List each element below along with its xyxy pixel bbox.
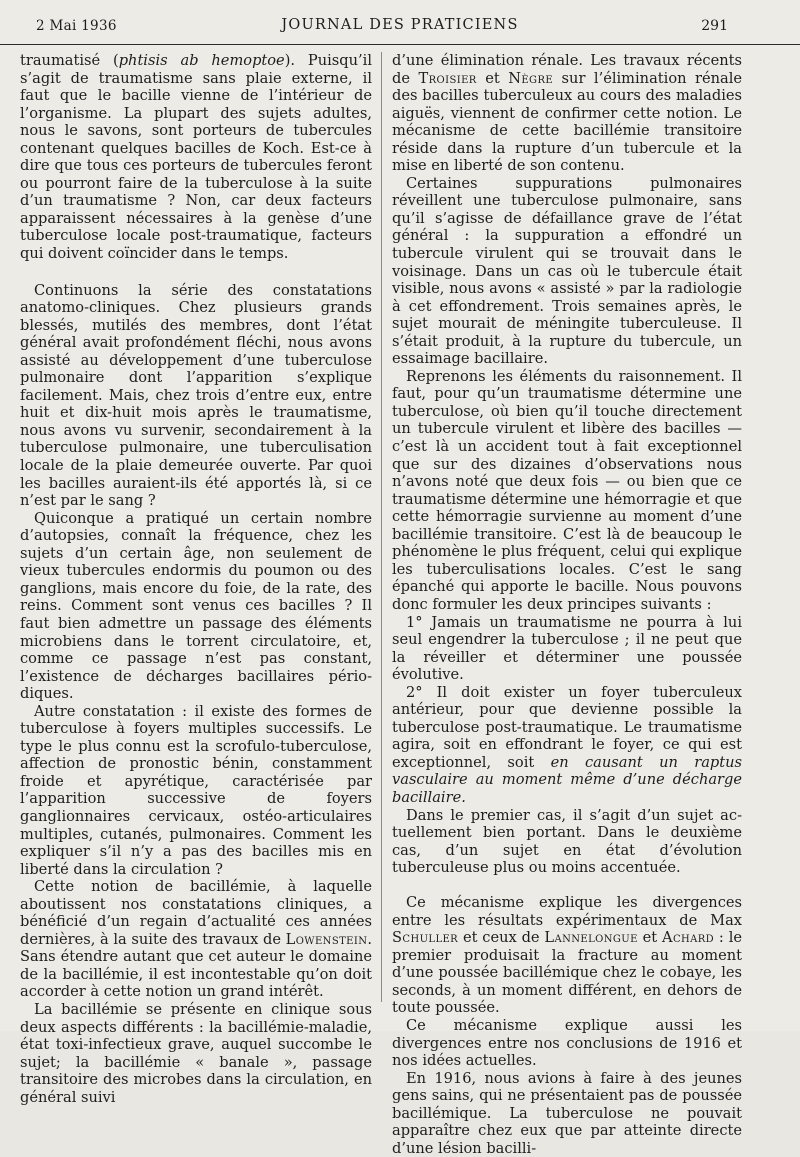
paragraph: Certaines suppurations pulmonaires réveillent une tuberculose pulmonaire, sans qu’il s’agisse de défaillance grave de l’état général : la suppuration a effondré un tubercule virulent qui se trouvait dans le voisinage. Dans un cas où le tubercule était visible, nous avons « assisté » par la radiologie à cet effondrement. Trois semaines après, le sujet mourait de méningite tuberculeuse. Il s’était produit, à la rupture du tubercule, un essaimage bacillaire. [392, 174, 742, 368]
paragraph: Ce mécanisme explique aussi les divergences entre nos conclusions de 1916 et nos idées actuelles. [392, 1017, 742, 1070]
paragraph: Continuons la série des constatations anatomo-cliniques. Chez plusieurs grands blessés, mutilés des membres, dont l’état général avait profondément fléchi, nous avons assisté au développement d’une tuberculose pulmonaire dont l’apparition s’explique facilement. Mais, chez trois d’entre eux, entre huit et dix-huit mois après le traumatisme, nous avons vu survenir, secondairement à la tuberculose pulmonaire, une tuberculisation locale de la plaie demeurée ouverte. Par quoi les bacilles auraient-ils été apportés là, si ce n’est par le sang ? [20, 281, 372, 510]
paragraph: Reprenons les éléments du raisonnement. Il faut, pour qu’un traumatisme détermine une tuberculose, où bien qu’il touche directement un tubercule virulent et libère des bacilles — c’est là un accident tout à fait exceptionnel que sur des dizaines d’observations nous n’avons noté que deux fois — ou bien que ce traumatisme détermine une hémorragie et que cette hémorragie survienne au moment d’une bacillémie transitoire. C’est là de beaucoup le phénomène le plus fréquent, celui qui explique les tuberculisations locales. C’est le sang épanché qui apporte le bacille. Nous pouvons donc formuler les deux principes suivants : [392, 367, 742, 613]
author-name: Achard [662, 929, 715, 947]
author-name: Schuller [392, 929, 459, 947]
paragraph: d’une élimination rénale. Les travaux récents de Troisier et Nègre sur l’élimination rénale des bacilles tuberculeux au cours des maladies aiguës, viennent de confirmer cette notion. Le mécanisme de cette bacillémie transitoire réside dans la rupture d’un tubercule et la mise en liberté de son contenu. [392, 52, 742, 175]
paragraph: traumatisé (phtisis ab hemoptoe). Puisqu’il s’agit de traumatisme sans plaie externe, il faut que le bacille vienne de l’intérieur de l’organisme. La plupart des sujets adultes, nous le savons, sont porteurs de tubercules contenant quelques bacilles de Koch. Est-ce à dire que tous ces porteurs de tubercules feront ou pourront faire de la tuberculose à la suite d’un traumatisme ? Non, car deux facteurs apparaissent nécessaires à la genèse d’une tuberculose locale post-traumatique, facteurs qui doivent coïncider dans le temps. [20, 52, 372, 263]
paragraph: Autre constatation : il existe des formes de tuberculose à foyers multiples successifs. Le type le plus connu est la scrofulo-tuberculose, affection de pronostic bénin, constamment froide et apyrétique, caractérisée par l’apparition successive de foyers ganglionnaires cervicaux, ostéo-articulaires multiples, cutanés, pulmonaires. Comment les expliquer s’il n’y a pas des bacilles mis en liberté dans la circulation ? [20, 702, 372, 878]
author-name: Nègre [508, 69, 554, 87]
paragraph: Ce mécanisme explique les divergences entre les résultats expérimentaux de Max Schuller et ceux de Lannelongue et Achard : le premier produisait la fracture au moment d’une poussée bacillémique chez le cobaye, les seconds, à un moment différent, en dehors de toute poussée. [392, 894, 742, 1017]
italic-emphasis: en causant un raptus vasculaire au moment même d’une décharge bacillaire. [392, 753, 743, 806]
paragraph: Cette notion de bacillémie, à laquelle aboutissent nos constatations cliniques, a bénéficié d’un regain d’actualité ces années dernières, à la suite des travaux de Lowenstein. Sans étendre autant que cet auteur le domaine de la bacillémie, il est incontestable qu’on doit accorder à cette notion un grand intérêt. [20, 878, 372, 1001]
principle-two: 2° Il doit exister un foyer tuberculeux antérieur, pour que devienne possible la tuberculose post-traumatique. Le traumatisme agira, soit en effondrant le foyer, ce qui est exceptionnel, soit en causant un raptus vasculaire au moment même d’une décharge bacillaire. [392, 683, 743, 806]
author-name: Lannelongue [544, 929, 638, 947]
paragraph: En 1916, nous avions à faire à des jeunes gens sains, qui ne présentaient pas de poussée bacillémique. La tuberculose ne pouvait apparaître chez eux que par atteinte directe d’une lésion bacilli- [392, 1069, 742, 1157]
running-header [0, 0, 800, 45]
paragraph: Dans le premier cas, il s’agit d’un sujet actuellement bien portant. Dans le deuxième cas, d’un sujet en état d’évolution tuberculeuse plus ou moins accentuée. [392, 806, 742, 877]
page-number: 291 [701, 18, 728, 34]
paragraph: Quiconque a pratiqué un certain nombre d’autopsies, connaît la fréquence, chez les sujets d’un certain âge, non seulement de vieux tubercules endormis du poumon ou des ganglions, mais encore du foie, de la rate, des reins. Comment sont venus ces bacilles ? Il faut bien admettre un passage des éléments microbiens dans le torrent circulatoire, et, comme ce passage n’est pas constant, l’existence de décharges bacillaires périodiques. [20, 509, 372, 703]
issue-date: 2 Mai 1936 [36, 18, 117, 34]
left-column [20, 52, 372, 1106]
right-column [392, 52, 742, 1157]
latin-term: phtisis ab hemoptoe [118, 52, 285, 69]
author-name: Lowenstein [285, 930, 368, 948]
journal-title: JOURNAL DES PRATICIENS [281, 17, 519, 33]
principle-one: 1° Jamais un traumatisme ne pourra à lui seul engendrer la tuberculose ; il ne peut que la réveiller et déterminer une poussée évolutive. [392, 613, 742, 684]
column-rule [381, 52, 382, 1002]
author-name: Troisier [418, 69, 477, 87]
paragraph: La bacillémie se présente en clinique sous deux aspects différents : la bacillémie-maladie, état toxi-infectieux grave, auquel succombe le sujet; la bacillémie « banale », passage transitoire des microbes dans la circulation, en général suivi [20, 1000, 372, 1106]
